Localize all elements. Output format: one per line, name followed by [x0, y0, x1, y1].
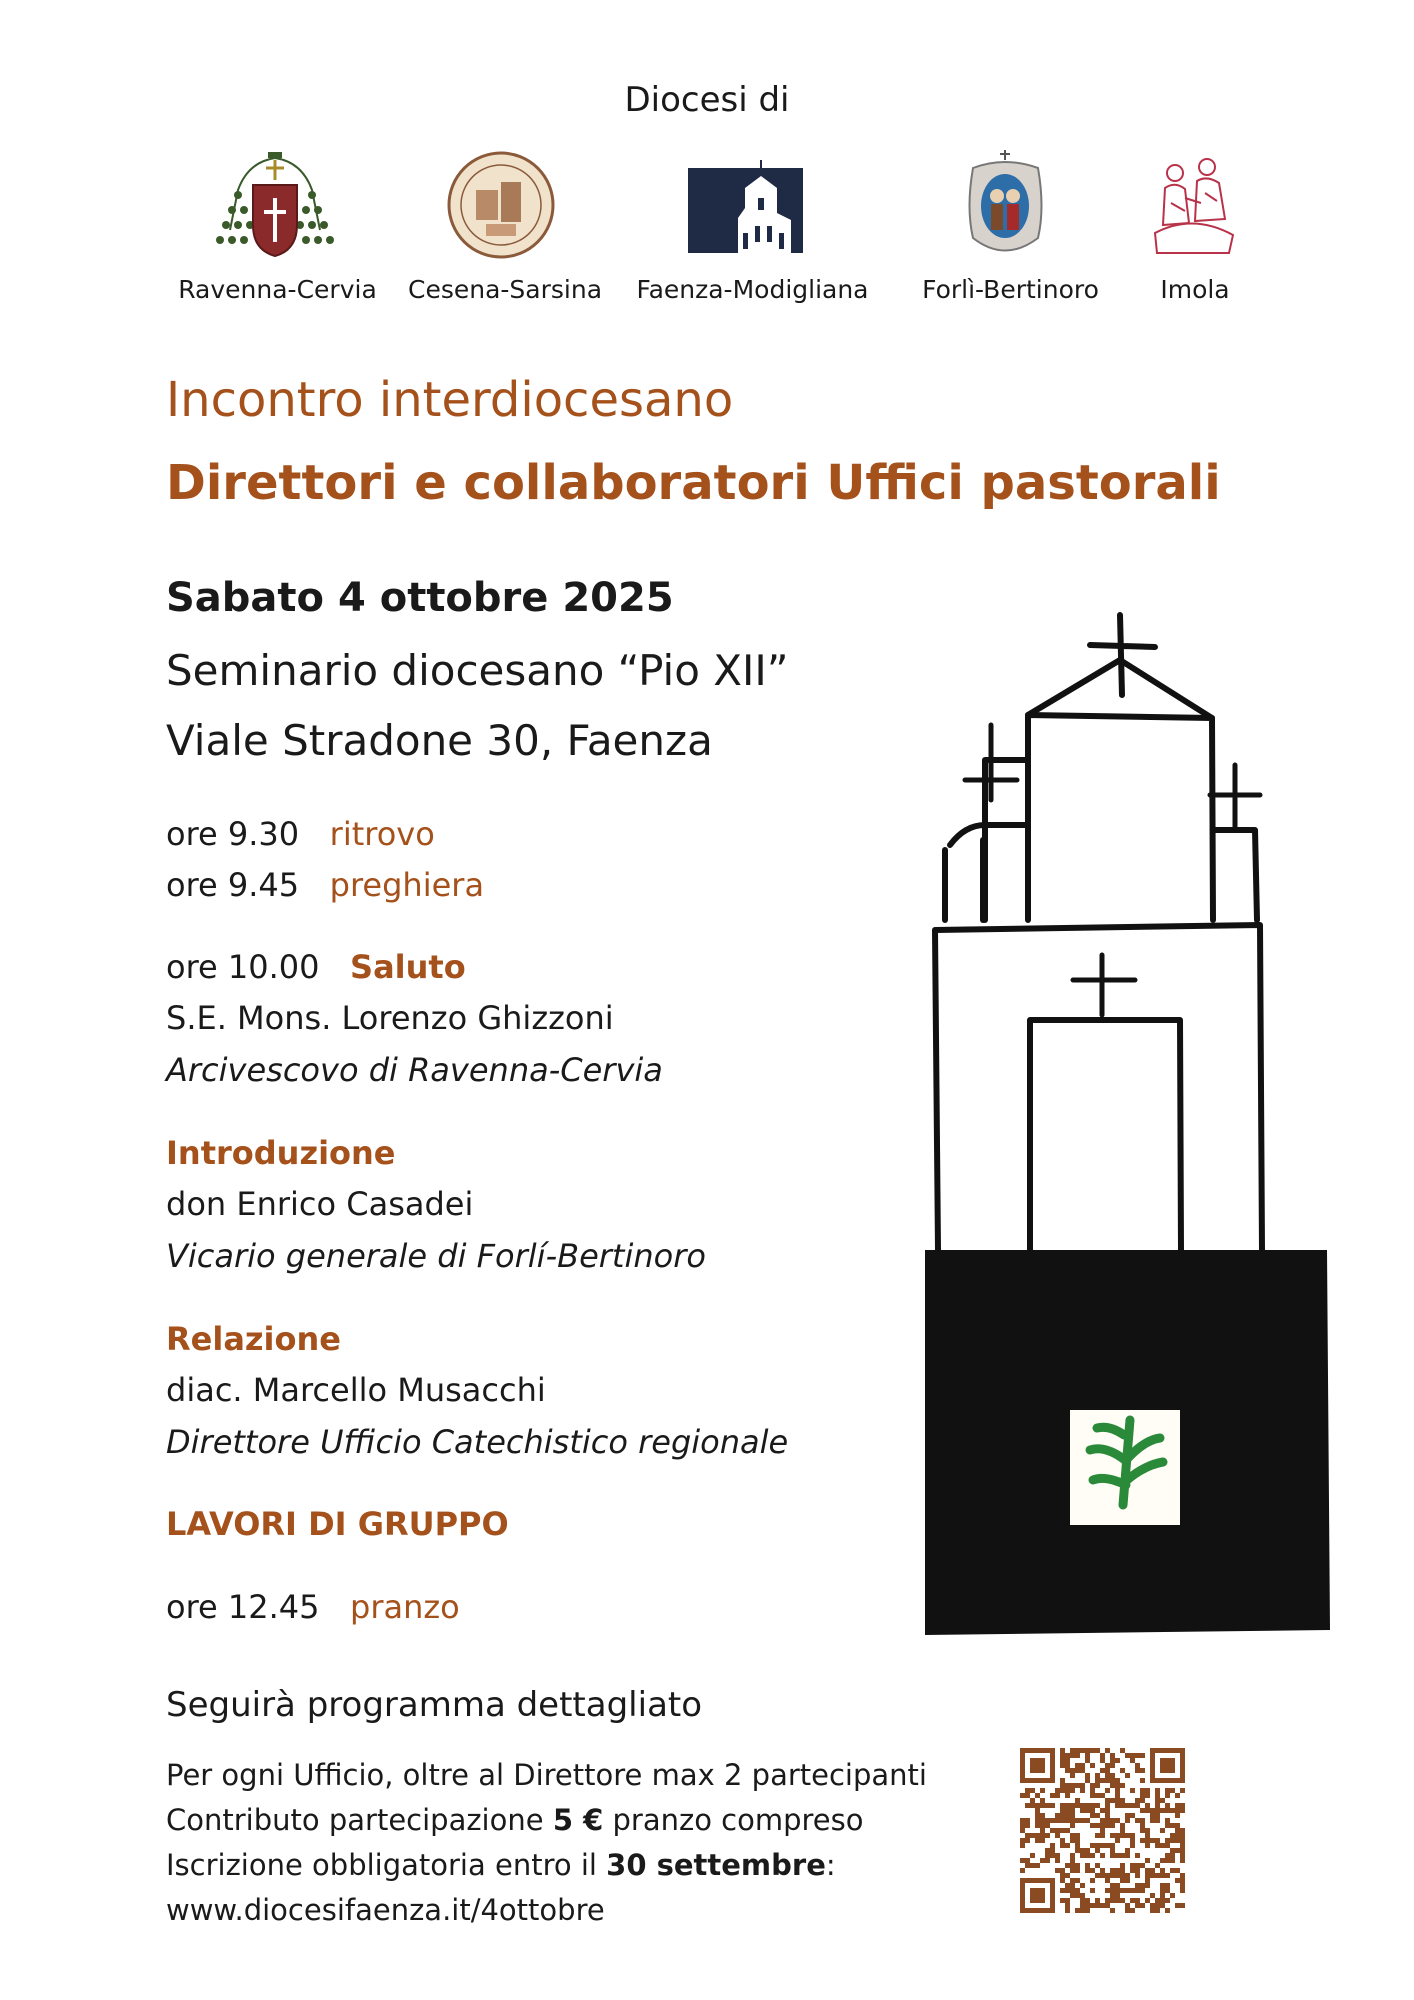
participation-note: Per ogni Ufficio, oltre al Direttore max 2 partecipanti: [166, 1758, 927, 1792]
ravenna-coat-of-arms-icon: [205, 150, 345, 260]
event-address: Viale Stradone 30, Faenza: [166, 716, 713, 765]
schedule-time: ore 9.30: [166, 815, 300, 853]
registration-note: [166, 1848, 836, 1882]
cesena-seal-icon: [438, 150, 563, 260]
registration-text: Iscrizione obbligatoria entro il: [166, 1848, 607, 1882]
speaker-name: S.E. Mons. Lorenzo Ghizzoni: [166, 999, 614, 1037]
speaker-name: don Enrico Casadei: [166, 1185, 474, 1223]
faenza-church-icon: [680, 150, 810, 260]
church-drawing-icon: [905, 600, 1345, 1640]
registration-colon: :: [825, 1848, 836, 1882]
diocesi-title: Diocesi di: [624, 80, 790, 120]
schedule-activity: ritrovo: [329, 815, 435, 853]
section-heading: Introduzione: [166, 1134, 396, 1172]
event-date: Sabato 4 ottobre 2025: [166, 575, 674, 621]
follow-note: Seguirà programma dettagliato: [166, 1685, 703, 1725]
group-work-heading: LAVORI DI GRUPPO: [166, 1505, 509, 1543]
schedule-time: ore 10.00: [166, 948, 320, 986]
speaker-role: Arcivescovo di Ravenna-Cervia: [166, 1051, 663, 1089]
imola-figures-icon: [1140, 150, 1245, 260]
diocese-label-forli: Forlì-Bertinoro: [922, 275, 1099, 304]
diocese-label-ravenna: Ravenna-Cervia: [178, 275, 377, 304]
diocese-label-faenza: Faenza-Modigliana: [636, 275, 869, 304]
schedule-activity: pranzo: [350, 1588, 460, 1626]
schedule-row: [166, 866, 484, 904]
diocese-label-cesena: Cesena-Sarsina: [407, 275, 603, 304]
fee-text: Contributo partecipazione: [166, 1803, 553, 1837]
event-title: Direttori e collaboratori Uffici pastorali: [166, 455, 1221, 511]
forli-shield-icon: [950, 150, 1060, 260]
diocese-label-imola: Imola: [1160, 275, 1230, 304]
event-kicker: Incontro interdiocesano: [166, 372, 734, 428]
qr-code[interactable]: [1020, 1748, 1185, 1913]
schedule-time: ore 12.45: [166, 1588, 320, 1626]
schedule-activity: Saluto: [350, 948, 466, 986]
fee-amount: 5 €: [552, 1803, 604, 1837]
schedule-row: [166, 948, 466, 986]
speaker-role: Vicario generale di Forlí-Bertinoro: [166, 1237, 706, 1275]
registration-link[interactable]: www.diocesifaenza.it/4ottobre: [166, 1893, 605, 1927]
schedule-activity: preghiera: [329, 866, 485, 904]
registration-deadline: 30 settembre: [606, 1848, 826, 1882]
fee-text-end: pranzo compreso: [603, 1803, 864, 1837]
schedule-row: [166, 1588, 460, 1626]
speaker-name: diac. Marcello Musacchi: [166, 1371, 546, 1409]
schedule-row: [166, 815, 435, 853]
fee-note: [166, 1803, 863, 1837]
schedule-time: ore 9.45: [166, 866, 300, 904]
speaker-role: Direttore Ufficio Catechistico regionale: [166, 1423, 789, 1461]
section-heading: Relazione: [166, 1320, 341, 1358]
event-venue: Seminario diocesano “Pio XII”: [166, 646, 789, 695]
